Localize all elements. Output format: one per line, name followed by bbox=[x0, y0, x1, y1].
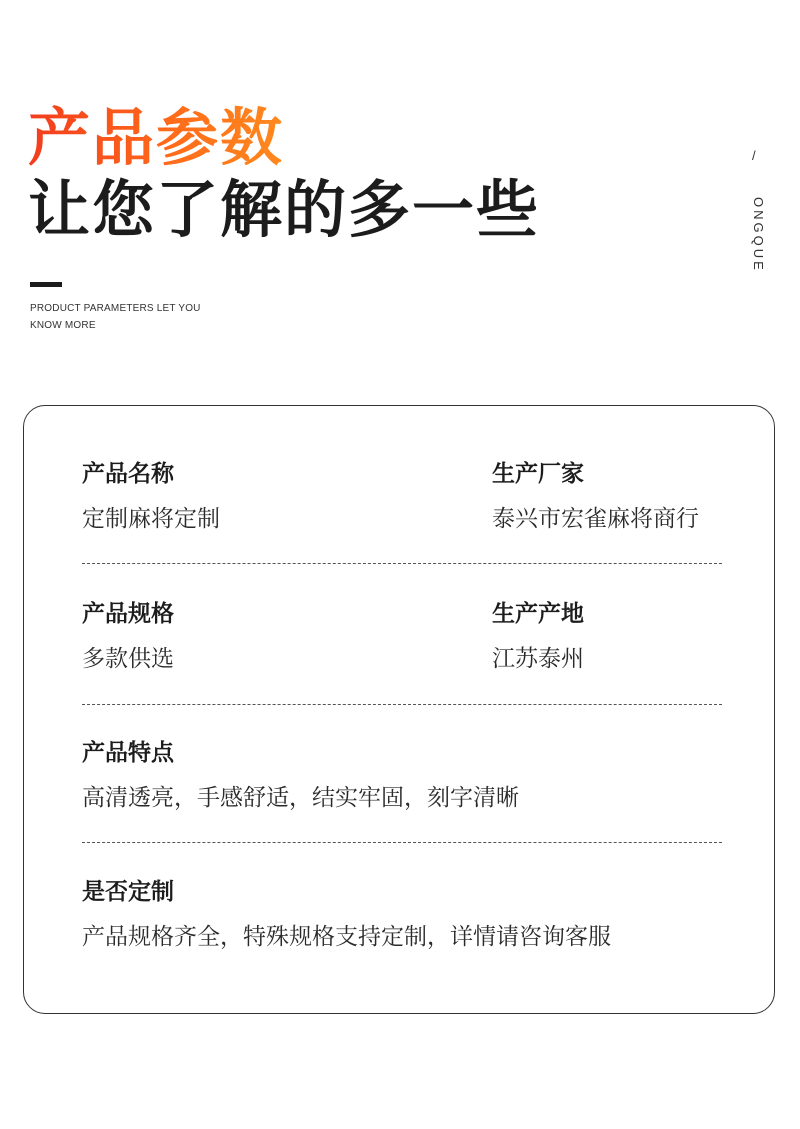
page-subtitle: 让您了解的多一些 bbox=[28, 173, 541, 246]
param-origin-label: 生产产地 bbox=[492, 601, 584, 627]
page-title: 产品参数 bbox=[28, 101, 285, 174]
english-caption: PRODUCT PARAMETERS LET YOU KNOW MORE bbox=[30, 303, 201, 331]
param-origin bbox=[492, 599, 584, 674]
divider-1 bbox=[82, 563, 722, 564]
param-name bbox=[82, 459, 220, 534]
side-brand-text: ONGQUE bbox=[751, 197, 766, 273]
divider-3 bbox=[82, 842, 722, 843]
param-feature-value: 高清透亮，手感舒适，结实牢固，刻字清晰 bbox=[82, 785, 519, 811]
param-maker-value: 泰兴市宏雀麻将商行 bbox=[492, 506, 699, 532]
divider-2 bbox=[82, 704, 722, 705]
param-spec-value: 多款供选 bbox=[82, 646, 174, 672]
param-name-value: 定制麻将定制 bbox=[82, 506, 220, 532]
param-custom bbox=[82, 877, 611, 952]
side-slash: / bbox=[752, 148, 756, 163]
param-origin-value: 江苏泰州 bbox=[492, 646, 584, 672]
param-custom-label: 是否定制 bbox=[82, 879, 174, 905]
title-accent-bar bbox=[30, 282, 62, 287]
param-maker-label: 生产厂家 bbox=[492, 461, 584, 487]
param-feature-label: 产品特点 bbox=[82, 740, 174, 766]
params-card bbox=[23, 405, 775, 1014]
param-spec-label: 产品规格 bbox=[82, 601, 174, 627]
param-maker bbox=[492, 459, 699, 534]
param-feature bbox=[82, 738, 519, 813]
param-spec bbox=[82, 599, 174, 674]
param-custom-value: 产品规格齐全，特殊规格支持定制，详情请咨询客服 bbox=[82, 924, 611, 950]
param-name-label: 产品名称 bbox=[82, 461, 174, 487]
